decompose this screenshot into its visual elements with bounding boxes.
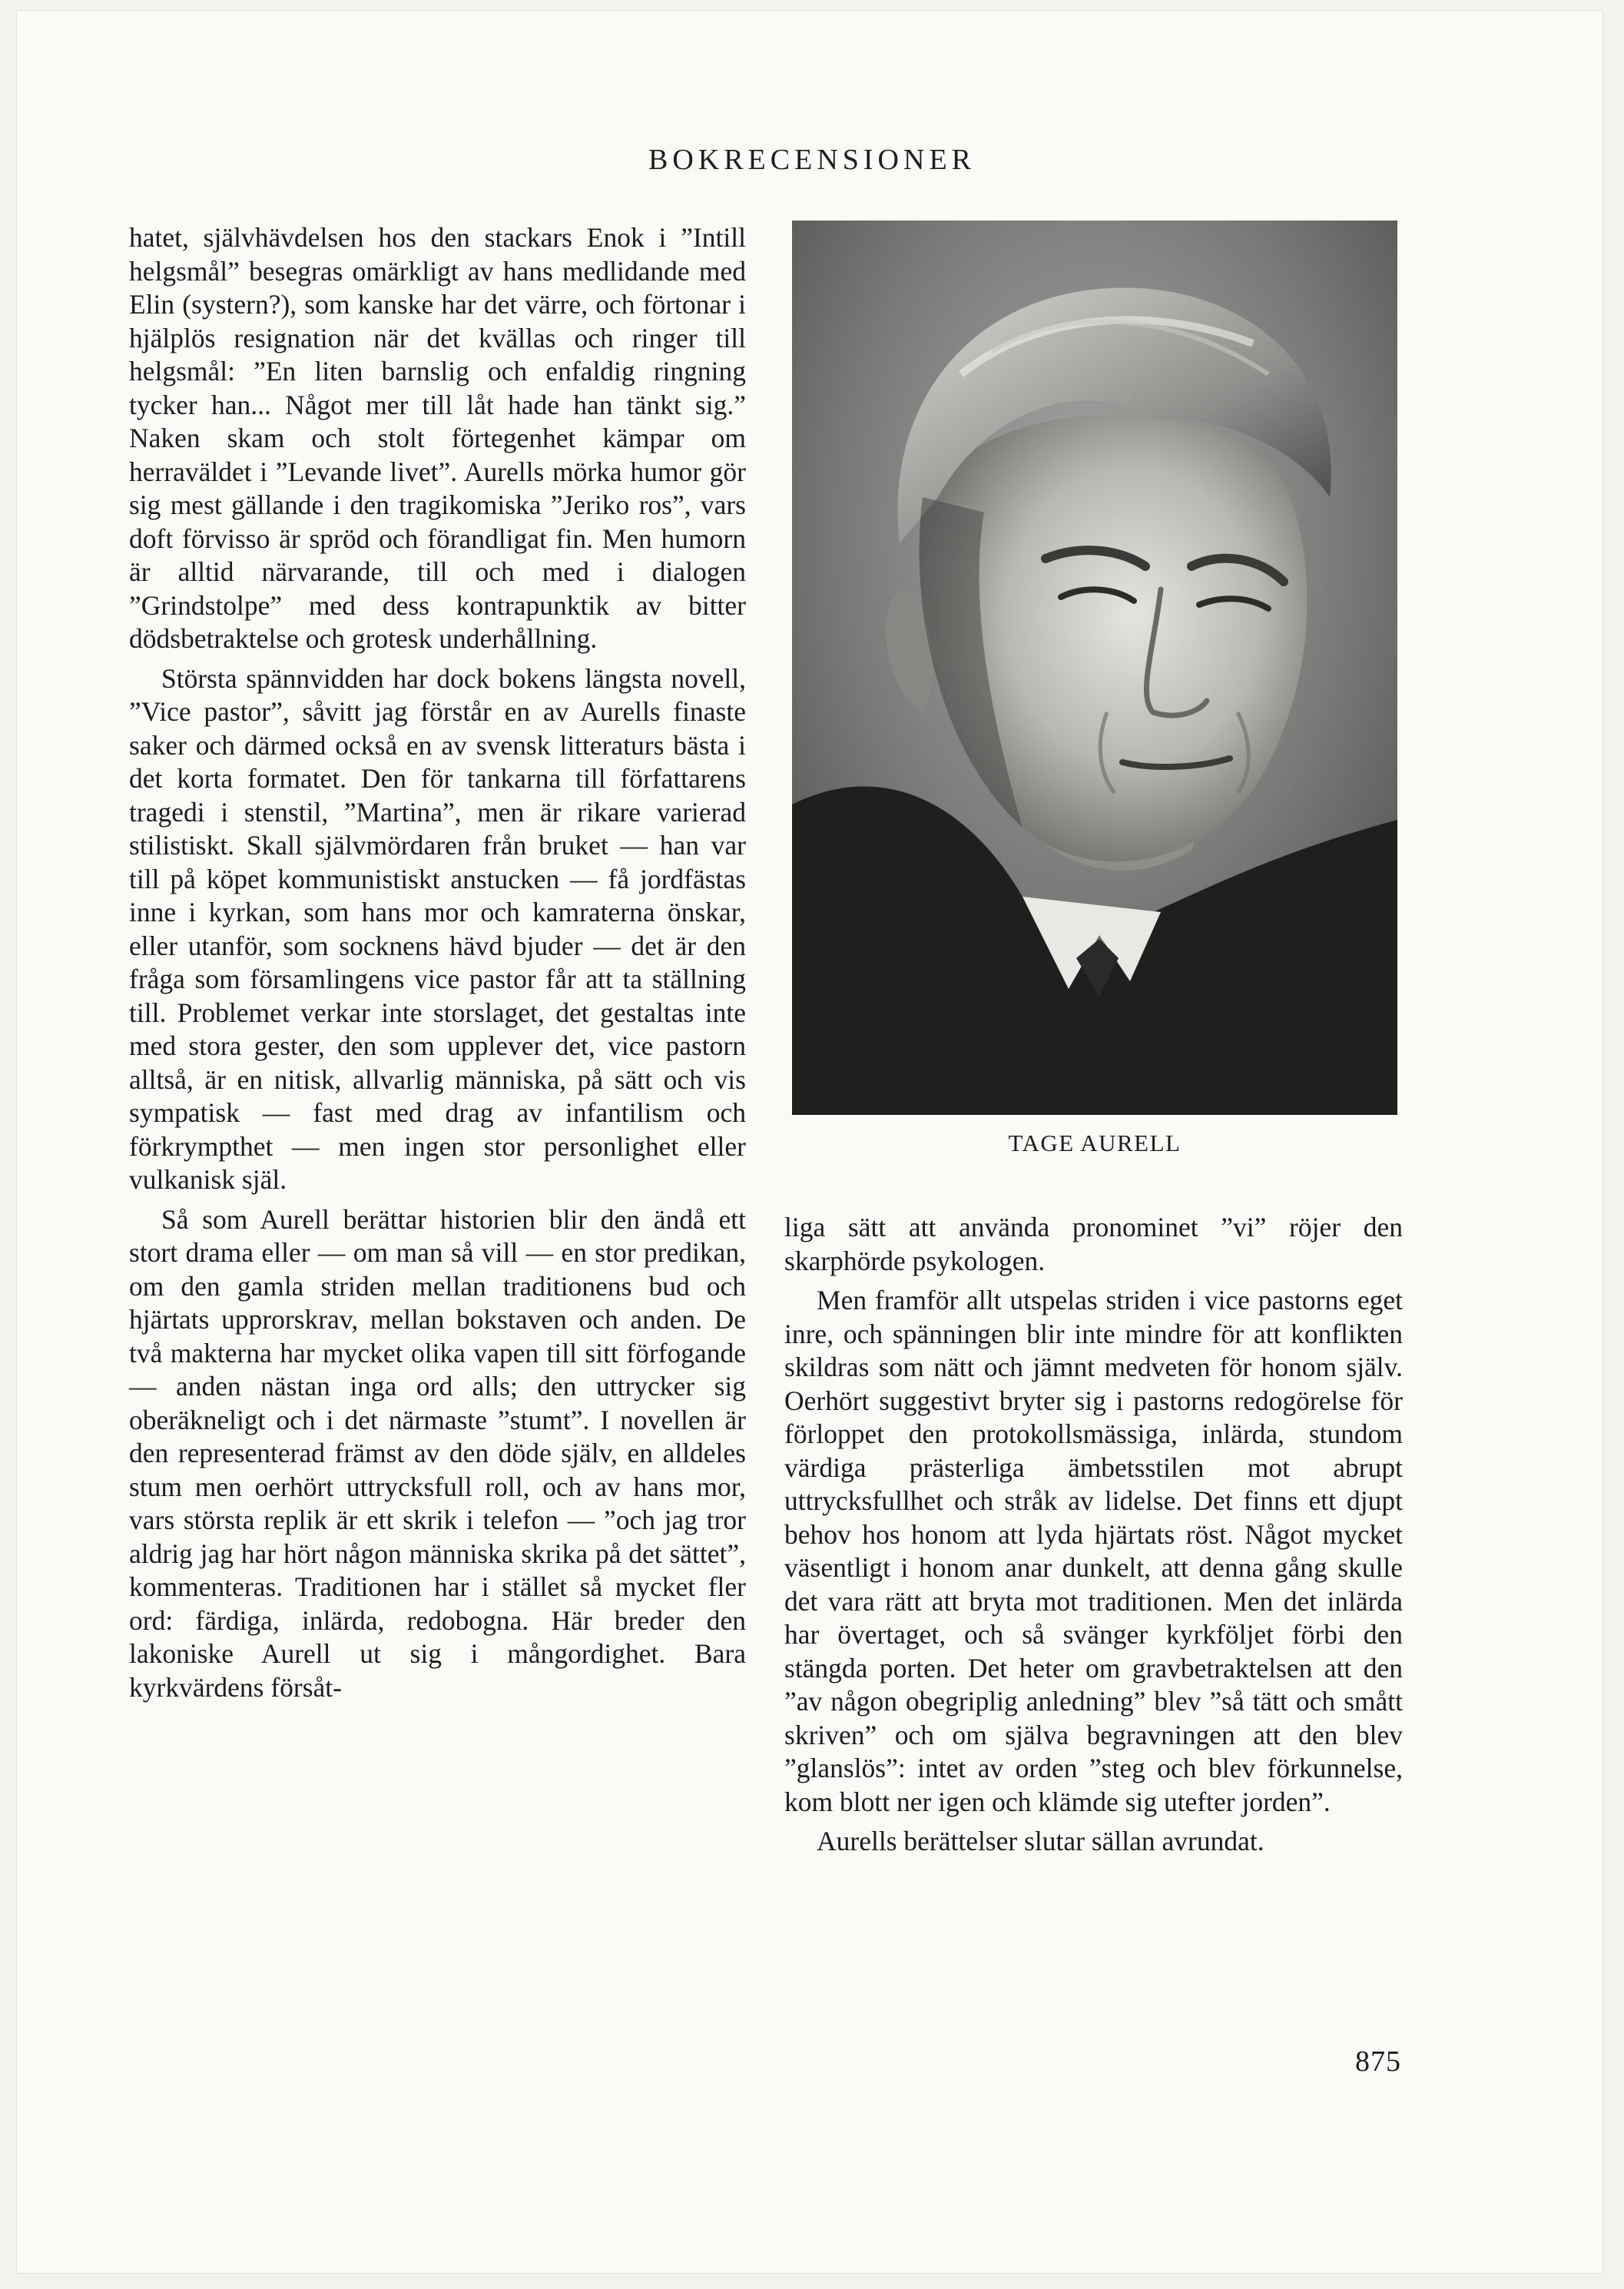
left-paragraph-1: hatet, självhävdelsen hos den stackars Enok i ”Intill helgsmål” besegras omärkligt av hans medlidande med Elin (systern?), som kanske har det värre, och förtonar i hjälplös resignation när det kvällas och ringer till helgsmål: ”En liten barnslig och enfaldig ringning tycker han... Något mer till låt hade han tänkt sig.” Naken skam och stolt förtegenhet kämpar om herraväldet i ”Levande livet”. Aurells mörka humor gör sig mest gällande i den tragikomiska ”Jeriko ros”, vars doft förvisso är spröd och förandligat fin. Men humorn är alltid närvarande, till och med i dialogen ”Grindstolpe” med dess kontrapunktik av bitter dödsbetraktelse och grotesk underhållning. (129, 222, 746, 654)
running-head: BOKRECENSIONER (648, 144, 976, 176)
left-column (129, 221, 746, 1704)
page-number: 875 (1355, 2045, 1401, 2078)
photo-caption: TAGE AURELL (1008, 1130, 1182, 1156)
left-paragraph-2: Största spännvidden har dock bokens längsta novell, ”Vice pastor”, såvitt jag förstår en av Aurells finaste saker och därmed också en av svensk litteraturs bästa i det korta formatet. Den för tankarna till författarens tragedi i stenstil, ”Martina”, men är rikare varierad stilistiskt. Skall självmördaren från bruket — han var till på köpet kommunistiskt anstucken — få jordfästas inne i kyrkan, som hans mor och kamraterna önskar, eller utanför, som socknens hävd bjuder — det är den fråga som församlingens vice pastor får att ta ställning till. Problemet verkar inte storslaget, det gestaltas inte med stora gester, den som upplever det, vice pastorn alltså, är en nitisk, allvarlig människa, på sätt och vis sympatisk — fast med drag av infantilism och förkrympthet — men ingen stor personlighet eller vulkanisk själ. (129, 662, 746, 1195)
portrait-illustration (792, 221, 1397, 1115)
right-paragraph-1: liga sätt att använda pronominet ”vi” röjer den skarphörde psykologen. (784, 1212, 1403, 1276)
right-column (784, 1211, 1403, 1859)
author-portrait (792, 221, 1397, 1115)
left-paragraph-3: Så som Aurell berättar historien blir den ändå ett stort drama eller — om man så vill — en stor predikan, om den gamla striden mellan traditionens bud och hjärtats upprorskrav, mellan bokstaven och anden. De två makterna har mycket olika vapen till sitt förfogande — anden nästan inga ord alls; den uttrycker sig oberäkneligt och i det närmaste ”stumt”. I novellen är den representerad främst av den döde själv, en alldeles stum men oerhört uttrycksfull roll, och av hans mor, vars största replik är ett skrik i telefon — ”och jag tror aldrig jag har hört någon människa skrika på det sättet”, kommenteras. Traditionen har i stället så mycket fler ord: färdiga, inlärda, redobogna. Här breder den lakoniske Aurell ut sig i mångordighet. Bara kyrkvärdens försåt- (129, 1203, 746, 1703)
right-paragraph-3: Aurells berättelser slutar sällan avrundat. (817, 1826, 1264, 1856)
right-paragraph-2: Men framför allt utspelas striden i vice pastorns eget inre, och spänningen blir inte mindre för att konflikten skildras som nätt och jämnt medveten för honom själv. Oerhört suggestivt bryter sig i pastorns redogörelse för förloppet den protokollsmässiga, inlärda, stundom värdiga prästerliga ämbetsstilen mot abrupt uttrycksfullhet och stråk av lidelse. Det finns ett djupt behov hos honom att lyda hjärtats röst. Något mycket väsentligt i honom anar dunkelt, att denna gång skulle det vara rätt att bryta mot traditionen. Men det inlärda har övertaget, och så svänger kyrkföljet förbi den stängda porten. Det heter om gravbetraktelsen att den ”av någon obegriplig anledning” blev ”så tätt och smått skriven” och om själva begravningen att den blev ”glanslös”: intet av orden ”steg och blev förkunnelse, kom blott ner igen och klämde sig utefter jorden”. (784, 1285, 1403, 1817)
